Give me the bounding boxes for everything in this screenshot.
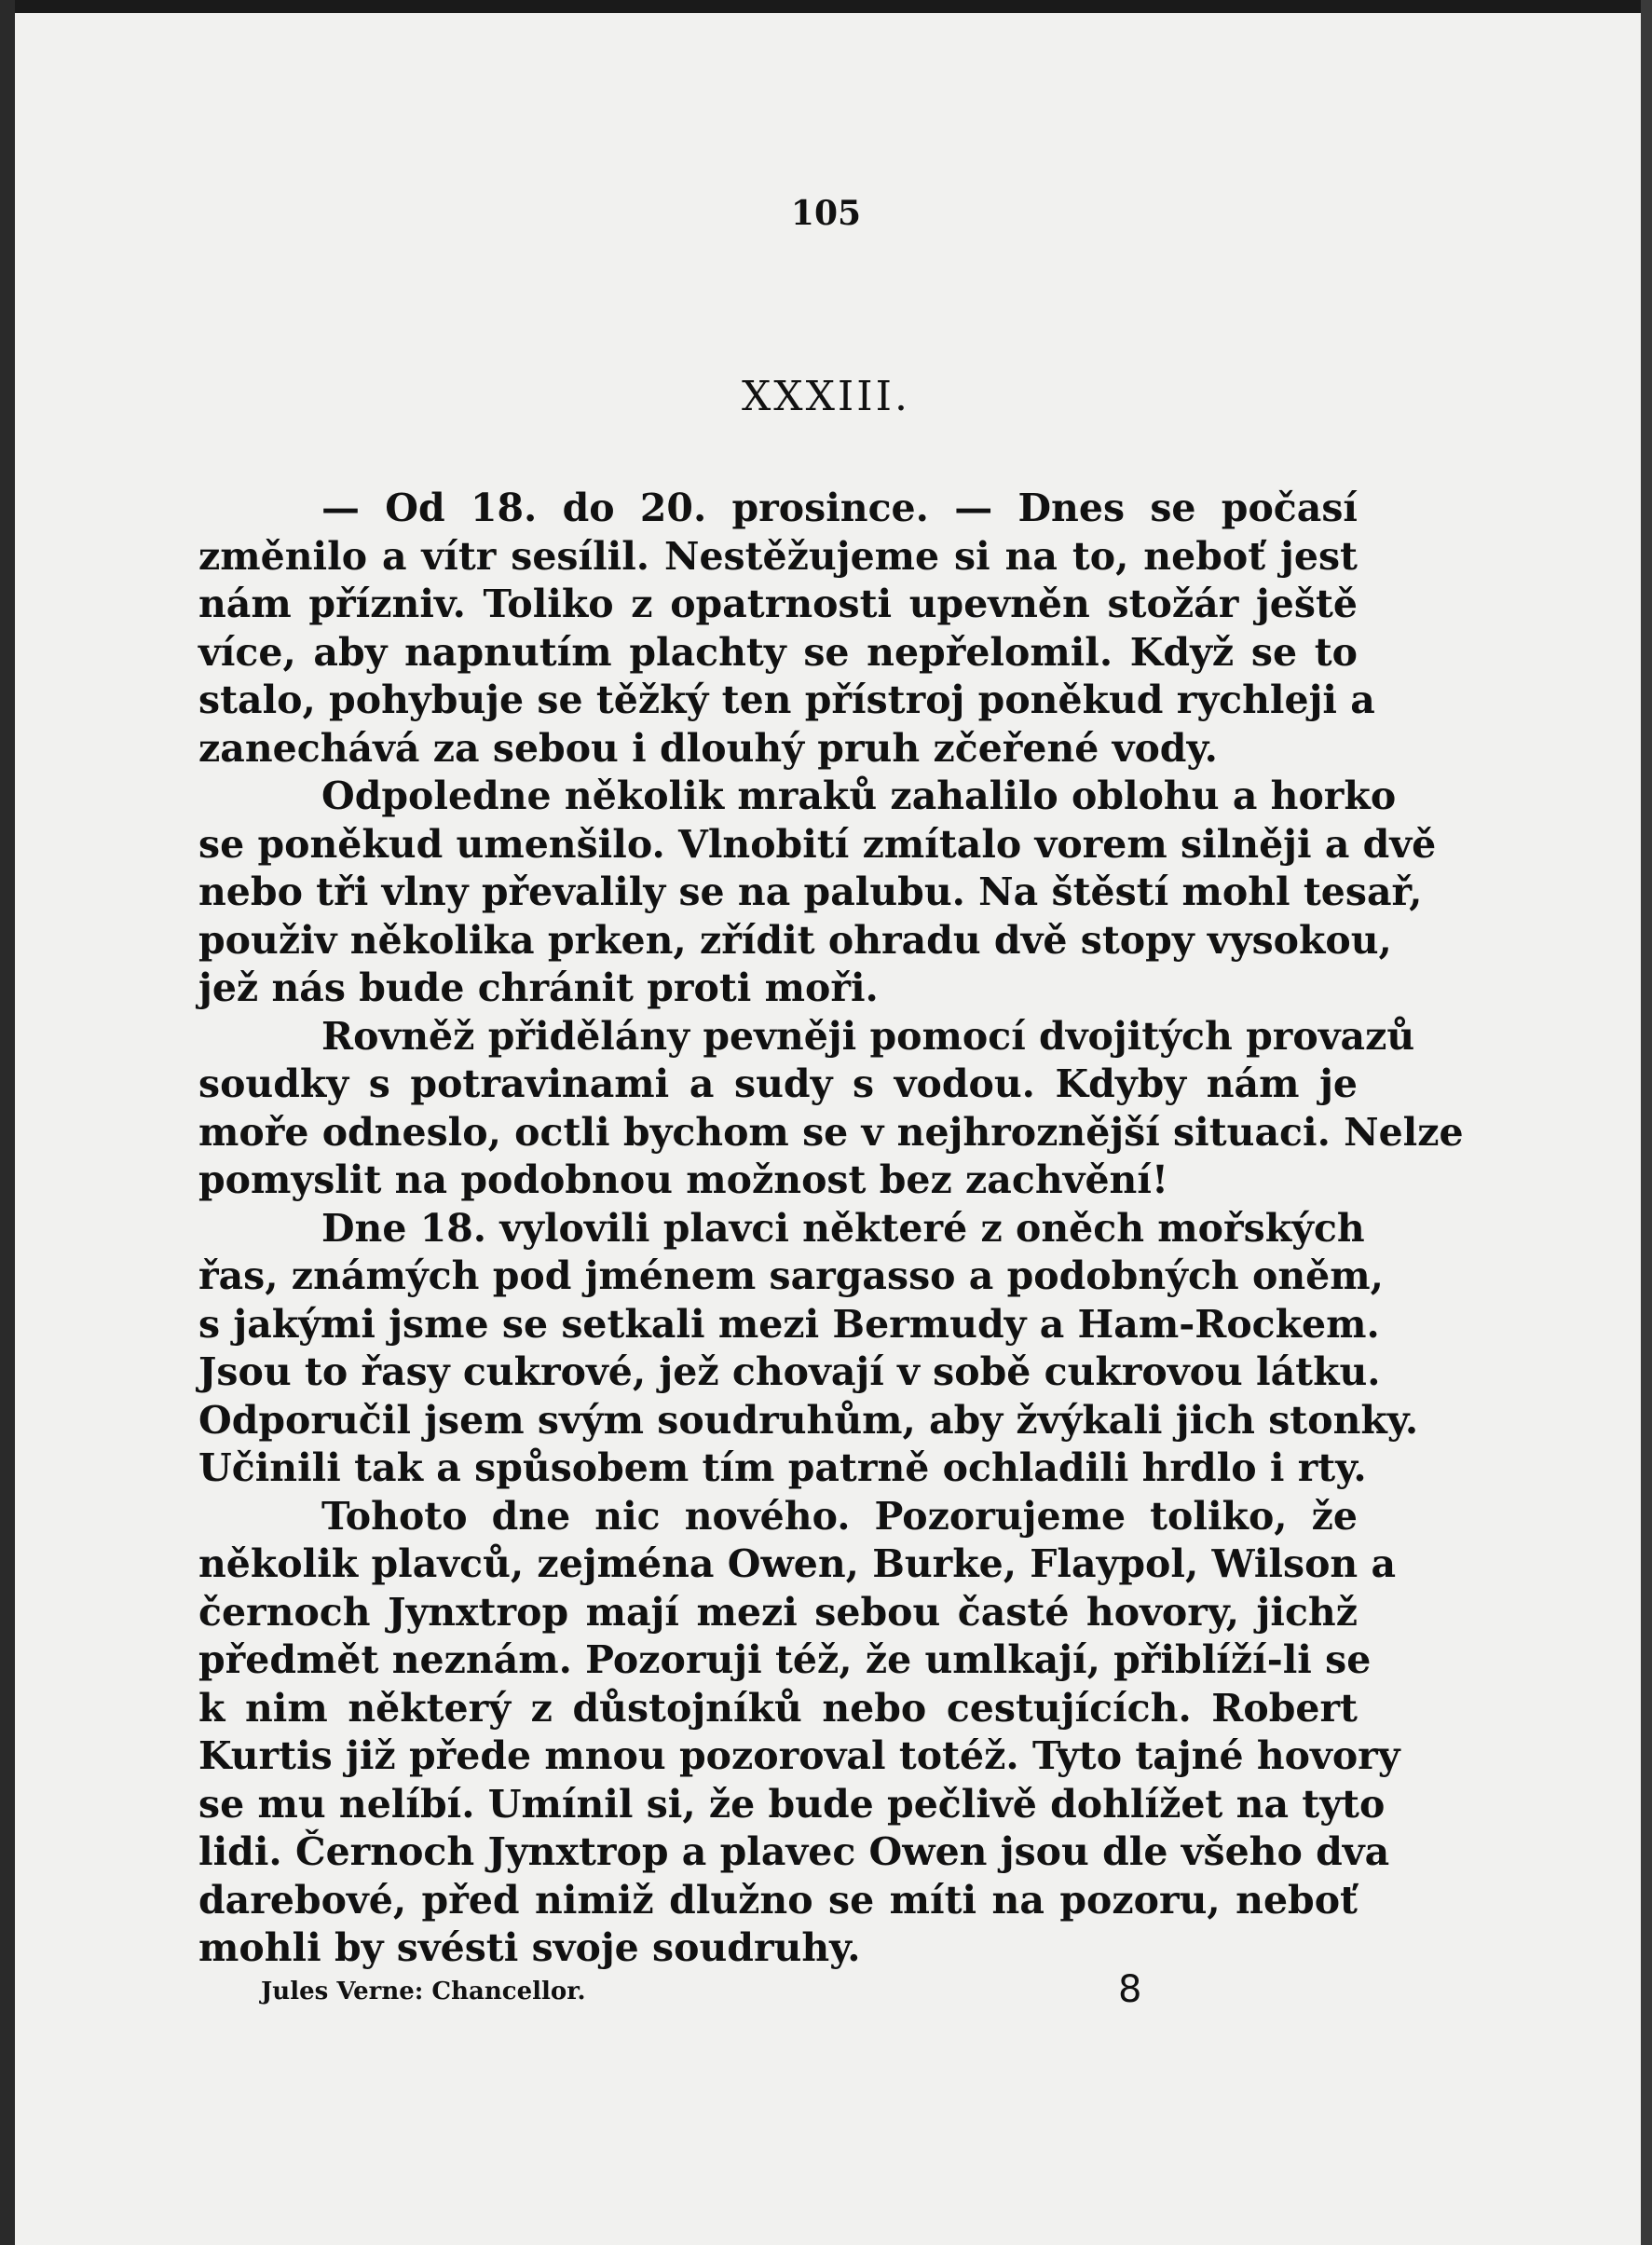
text-line: použiv několika prken, zřídit ohradu dvě stopy vysokou, bbox=[198, 917, 1392, 963]
paragraph bbox=[198, 1013, 1464, 1205]
text-line: mohli by svésti svoje soudruhy. bbox=[198, 1925, 861, 1970]
text-line: moře odneslo, octli bychom se v nejhroznější situaci. Nelze bbox=[198, 1109, 1464, 1155]
text-line: s jakými jsme se setkali mezi Bermudy a Ham-Rockem. bbox=[198, 1301, 1380, 1347]
text-line: předmět neznám. Pozoruji též, že umlkají, přiblíží-li se bbox=[198, 1637, 1372, 1682]
text-line: černoch Jynxtrop mají mezi sebou časté hovory, jichž bbox=[198, 1589, 1358, 1635]
text-line: více, aby napnutím plachty se nepřelomil. Když se to bbox=[198, 629, 1358, 675]
text-line: Dne 18. vylovili plavci některé z oněch mořských bbox=[321, 1205, 1365, 1251]
scan-top-edge bbox=[0, 0, 1652, 13]
text-line: darebové, před nimiž dlužno se míti na pozoru, neboť bbox=[198, 1877, 1358, 1923]
text-line: Jsou to řasy cukrové, jež chovají v sobě cukrovou látku. bbox=[198, 1349, 1381, 1394]
text-line: Odpoledne několik mraků zahalilo oblohu a horko bbox=[321, 773, 1397, 818]
text-line: nám přízniv. Toliko z opatrnosti upevněn stožár ještě bbox=[198, 582, 1358, 626]
text-line: lidi. Černoch Jynxtrop a plavec Owen jsou dle všeho dva bbox=[198, 1829, 1390, 1874]
paragraph bbox=[198, 773, 1437, 1013]
page-number: 105 bbox=[790, 194, 862, 233]
text-line: změnilo a vítr sesílil. Nestěžujeme si na to, neboť jest bbox=[198, 533, 1358, 579]
scan-right-edge bbox=[1641, 0, 1652, 2245]
footer-signature: Jules Verne: Chancellor. bbox=[261, 1978, 586, 2005]
text-line: stalo, pohybuje se těžký ten přístroj poněkud rychleji a bbox=[198, 678, 1375, 722]
footer-sheet-mark: 8 bbox=[1118, 1968, 1142, 2011]
text-line: Učinili tak a spůsobem tím patrně ochladili hrdlo i rty. bbox=[198, 1445, 1367, 1490]
text-line: pomyslit na podobnou možnost bez zachvění! bbox=[198, 1157, 1168, 1202]
paragraph bbox=[198, 485, 1375, 773]
text-line: Tohoto dne nic nového. Pozorujeme toliko, že bbox=[321, 1493, 1358, 1539]
text-line: několik plavců, zejména Owen, Burke, Flaypol, Wilson a bbox=[198, 1541, 1397, 1586]
text-line: se mu nelíbí. Umínil si, že bude pečlivě dohlížet na tyto bbox=[198, 1781, 1386, 1827]
text-line: jež nás bude chránit proti moři. bbox=[198, 965, 879, 1010]
text-line: zanechává za sebou i dlouhý pruh zčeřené vody. bbox=[198, 725, 1218, 771]
text-line: řas, známých pod jménem sargasso a podobných oněm, bbox=[198, 1253, 1384, 1298]
text-line: soudky s potravinami a sudy s vodou. Kdyby nám je bbox=[198, 1061, 1358, 1106]
text-line: Rovněž přidělány pevněji pomocí dvojitých provazů bbox=[321, 1013, 1415, 1059]
paragraph bbox=[198, 1493, 1400, 1973]
text-line: k nim některý z důstojníků nebo cestujících. Robert bbox=[198, 1685, 1358, 1731]
chapter-heading: XXXIII. bbox=[741, 373, 911, 420]
text-line: se poněkud umenšilo. Vlnobití zmítalo vorem silněji a dvě bbox=[198, 821, 1437, 867]
scan-left-edge bbox=[0, 0, 15, 2245]
text-line: — Od 18. do 20. prosince. — Dnes se počasí bbox=[321, 486, 1358, 530]
text-line: nebo tři vlny převalily se na palubu. Na štěstí mohl tesař, bbox=[198, 869, 1423, 914]
text-line: Odporučil jsem svým soudruhům, aby žvýkali jich stonky. bbox=[198, 1397, 1419, 1443]
text-line: Kurtis již přede mnou pozoroval totéž. Tyto tajné hovory bbox=[198, 1733, 1400, 1778]
paragraph bbox=[198, 1205, 1419, 1493]
body-text bbox=[198, 485, 1464, 1973]
